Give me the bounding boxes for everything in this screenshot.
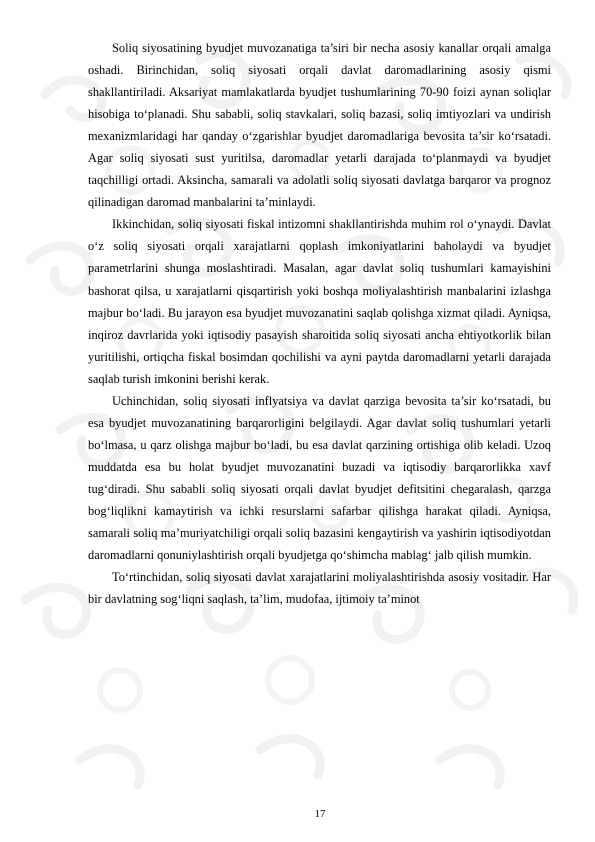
paragraph-2: Ikkinchidan, soliq siyosati fiskal intizomni shakllantirishda muhim rol o‘ynaydi. Davlat o‘z soliq siyosati orqali xarajatlarni qoplash imkoniyatlarini baholaydi va byudjet parametrlarini shunga moslashtiradi. Masalan, agar davlat soliq tushumlari kamayishini bashorat qilsa, u xarajatlarni qisqartirish yoki boshqa moliyalashtirish manbalarini izlashga majbur bo‘ladi. Bu jarayon esa byudjet muvozanatini saqlab qolishga xizmat qiladi. Ayniqsa, inqiroz davrlarida yoki iqtisodiy pasayish sharoitida soliq siyosati ancha ehtiyotkorlik bilan yuritilishi, ortiqcha fiskal bosimdan qochilishi va ayni paytda daromadlarni yetarli darajada saqlab turish imkonini berishi kerak. [88,217,551,386]
body-text [88,37,551,610]
paragraph-4: To‘rtinchidan, soliq siyosati davlat xarajatlarini moliyalashtirishda asosiy vositadir. Har bir davlatning sog‘liqni saqlash, ta’lim, mudofaa, ijtimoiy ta’minot [88,570,551,607]
page-number: 17 [314,808,326,820]
paragraph-3: Uchinchidan, soliq siyosati inflyatsiya va davlat qarziga bevosita ta’sir ko‘rsatadi, bu esa byudjet muvozanatining barqarorligini belgilaydi. Agar davlat soliq tushumlari yetarli bo‘lmasa, u qarz olishga majbur bo‘ladi, bu esa davlat qarzining ortishiga olib keladi. Uzoq muddatda esa bu holat byudjet muvozanatini buzadi va iqtisodiy barqarorlikka xavf tug‘diradi. Shu sababli soliq siyosati orqali davlat byudjet defitsitini chegaralash, qarzga bog‘liqlikni kamaytirish va ichki resurslarni safarbar qilishga harakat qiladi. Ayniqsa, samarali soliq ma’muriyatchiligi orqali soliq bazasini kengaytirish va yashirin iqtisodiyotdan daromadlarni qonuniylashtirish orqali byudjetga qo‘shimcha mablag‘ jalb qilish mumkin. [88,393,551,563]
paragraph-1: Soliq siyosatining byudjet muvozanatiga ta’siri bir necha asosiy kanallar orqali amalga oshadi. Birinchidan, soliq siyosati orqali davlat daromadlarining asosiy qismi shakllantiriladi. Aksariyat mamlakatlarda byudjet tushumlarining 70-90 foizi aynan soliqlar hisobiga to‘planadi. Shu sababli, soliq stavkalari, soliq bazasi, soliq imtiyozlari va undirish mexanizmlaridagi har qanday o‘zgarishlar byudjet daromadlariga bevosita ta’sir ko‘rsatadi. Agar soliq siyosati sust yuritilsa, daromadlar yetarli darajada to‘planmaydi va byudjet taqchilligi ortadi. Aksincha, samarali va adolatli soliq siyosati davlatga barqaror va prognoz qilinadigan daromad manbalarini ta’minlaydi. [88,41,551,210]
